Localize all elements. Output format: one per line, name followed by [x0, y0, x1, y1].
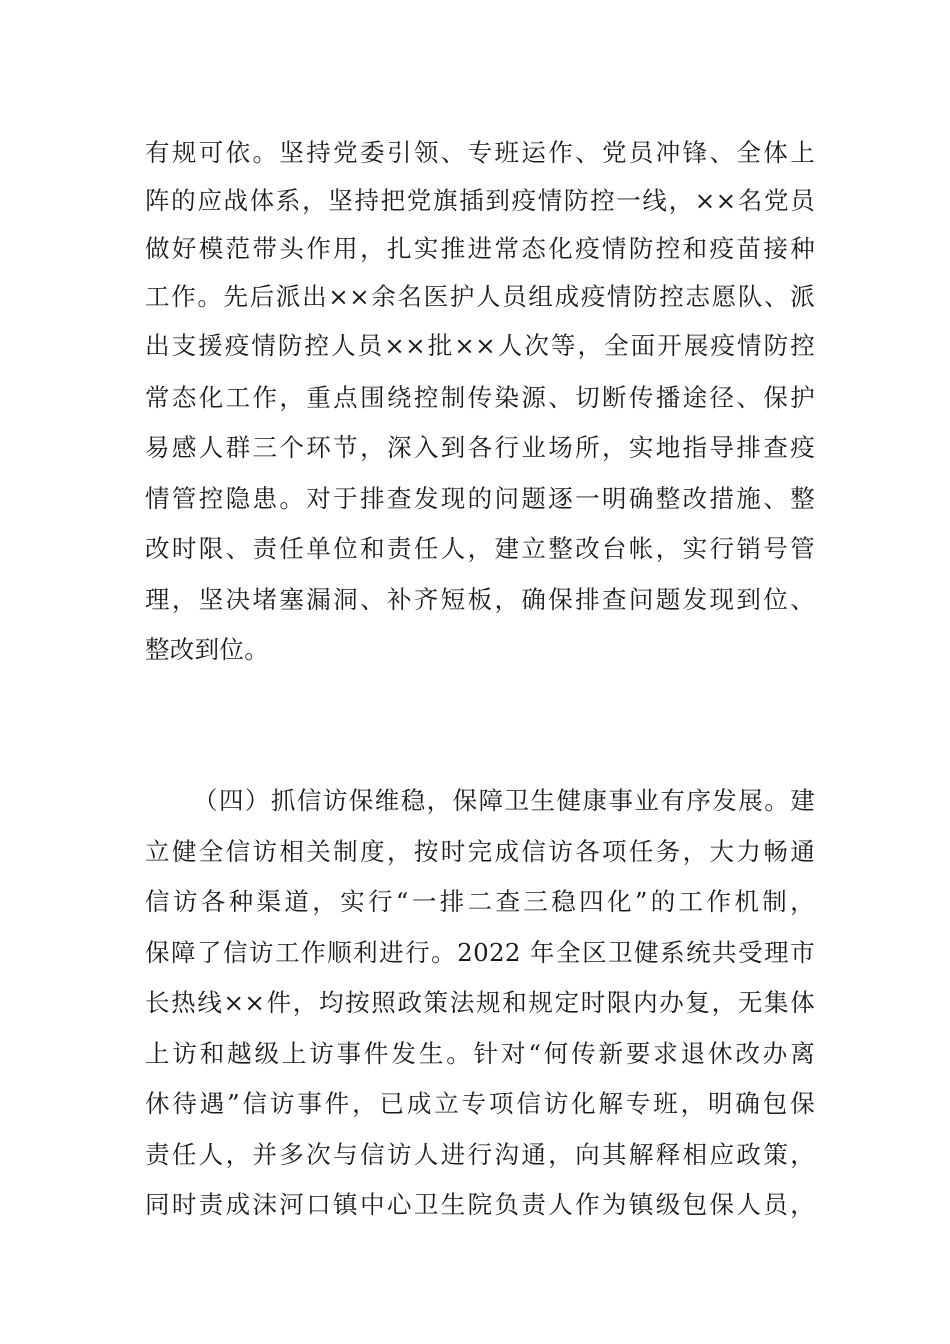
paragraph-1-line-5: 出支援疫情防控人员××批××人次等，全面开展疫情防控: [145, 331, 815, 360]
paragraph-2-line-8: 责任人，并多次与信访人进行沟通，向其解释相应政策，: [145, 1140, 815, 1169]
paragraph-2-line-3: 信访各种渠道，实行“一排二查三稳四化”的工作机制，: [145, 887, 815, 916]
paragraph-1-line-4: 工作。先后派出××余名医护人员组成疫情防控志愿队、派: [145, 282, 815, 311]
paragraph-1-line-10: 理，坚决堵塞漏洞、补齐短板，确保排查问题发现到位、: [145, 585, 815, 614]
paragraph-2-line-2: 立健全信访相关制度，按时完成信访各项任务，大力畅通: [145, 837, 815, 866]
paragraph-2-line-9: 同时责成沫河口镇中心卫生院负责人作为镇级包保人员，: [145, 1190, 815, 1219]
paragraph-2-line-5: 长热线××件，均按照政策法规和规定时限内办复，无集体: [145, 988, 815, 1017]
paragraph-1-line-1: 有规可依。坚持党委引领、专班运作、党员冲锋、全体上: [145, 138, 815, 167]
paragraph-2-line-7: 休待遇”信访事件，已成立专项信访化解专班，明确包保: [145, 1089, 815, 1118]
paragraph-1-line-6: 常态化工作，重点围绕控制传染源、切断传播途径、保护: [145, 383, 815, 412]
paragraph-1-line-7: 易感人群三个环节，深入到各行业场所，实地指导排查疫: [145, 433, 815, 462]
paragraph-1-line-2: 阵的应战体系，坚持把党旗插到疫情防控一线，××名党员: [145, 186, 815, 215]
paragraph-2-line-1: （四）抓信访保维稳，保障卫生健康事业有序发展。建: [193, 786, 815, 815]
paragraph-1-line-8: 情管控隐患。对于排查发现的问题逐一明确整改措施、整: [145, 484, 815, 513]
paragraph-2-line-6: 上访和越级上访事件发生。针对“何传新要求退休改办离: [145, 1039, 815, 1068]
paragraph-2-line-4: 保障了信访工作顺利进行。2022 年全区卫健系统共受理市: [145, 938, 815, 967]
paragraph-1-line-3: 做好模范带头作用，扎实推进常态化疫情防控和疫苗接种: [145, 234, 815, 263]
paragraph-1-line-9: 改时限、责任单位和责任人，建立整改台帐，实行销号管: [145, 534, 815, 563]
paragraph-1-line-11: 整改到位。: [145, 635, 269, 664]
